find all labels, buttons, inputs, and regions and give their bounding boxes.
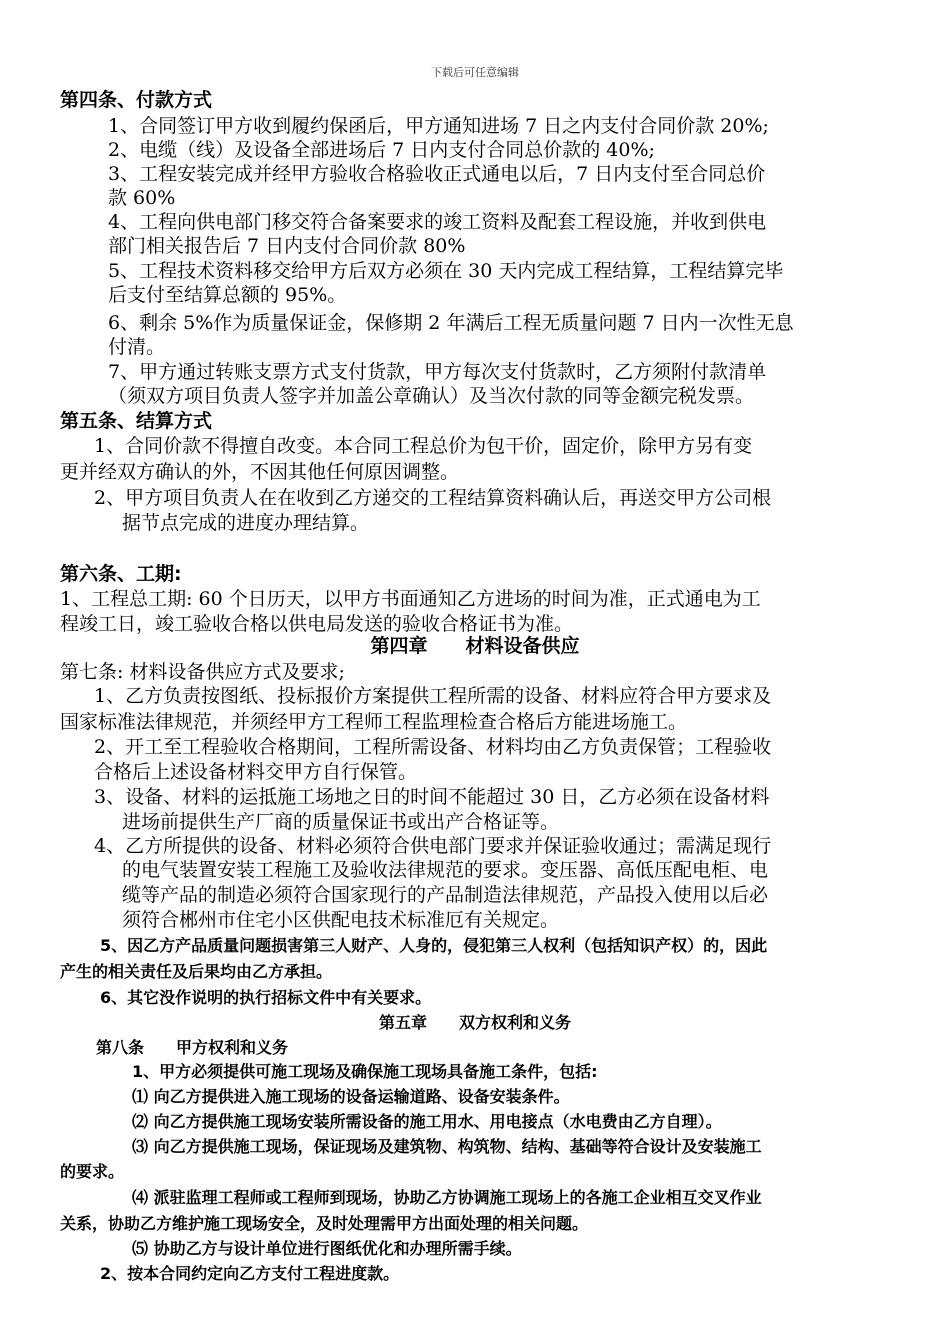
- paragraph-line: 款 60%: [108, 187, 176, 209]
- paragraph-line: 6、剩余 5%作为质量保证金，保修期 2 年满后工程无质量问题 7 日内一次性无息: [108, 312, 794, 334]
- paragraph-line: 关系，协助乙方维护施工现场安全，及时处理需甲方出面处理的相关问题。: [60, 1214, 589, 1233]
- article-5-heading: 第五条、结算方式: [60, 410, 213, 432]
- paragraph-line: ⑸ 协助乙方与设计单位进行图纸优化和办理所需手续。: [132, 1239, 522, 1258]
- paragraph-line: 3、设备、材料的运抵施工场地之日的时间不能超过 30 日，乙方必须在设备材料: [94, 786, 770, 808]
- paragraph-line: 后支付至结算总额的 95%。: [108, 284, 347, 306]
- article-4-heading: 第四条、付款方式: [60, 89, 213, 111]
- paragraph-line: 的要求。: [60, 1162, 125, 1181]
- paragraph-line: 更并经双方确认的外，不因其他任何原因调整。: [60, 461, 460, 483]
- paragraph-line: 5、工程技术资料移交给甲方后双方必须在 30 天内完成工程结算，工程结算完毕: [108, 260, 784, 282]
- paragraph-line: 2、按本合同约定向乙方支付工程进度款。: [100, 1264, 400, 1283]
- paragraph-line: 4、乙方所提供的设备、材料必须符合供电部门要求并保证验收通过；需满足现行: [94, 835, 772, 857]
- article-8-heading: 第八条 甲方权利和义务: [96, 1038, 289, 1057]
- paragraph-line: 6、其它没作说明的执行招标文件中有关要求。: [100, 988, 432, 1007]
- paragraph-line: 2、开工至工程验收合格期间，工程所需设备、材料均由乙方负责保管；工程验收: [94, 736, 772, 758]
- paragraph-line: 程竣工日，竣工验收合格以供电局发送的验收合格证书为准。: [60, 613, 574, 635]
- paragraph-line: 缆等产品的制造必须符合国家现行的产品制造法律规范，产品投入使用以后必: [122, 884, 769, 906]
- chapter-5-title: 第五章 双方权利和义务: [378, 1013, 571, 1032]
- chapter-4-title: 第四章 材料设备供应: [370, 635, 580, 657]
- paragraph-line: 5、因乙方产品质量问题损害第三人财产、人身的，侵犯第三人权利（包括知识产权）的，因此: [100, 936, 768, 955]
- paragraph-line: ⑷ 派驻监理工程师或工程师到现场，协助乙方协调施工现场上的各施工企业相互交叉作业: [132, 1188, 762, 1207]
- page-header: 下载后可任意编辑: [431, 66, 519, 79]
- paragraph-line: 须符合郴州市住宅小区供配电技术标准厄有关规定。: [122, 909, 560, 931]
- paragraph-line: 部门相关报告后 7 日内支付合同价款 80%: [108, 235, 466, 257]
- paragraph-line: 2、甲方项目负责人在在收到乙方递交的工程结算资料确认后，再送交甲方公司根: [94, 487, 772, 509]
- article-6-heading: 第六条、工期:: [60, 563, 182, 585]
- paragraph-line: （须双方项目负责人签字并加盖公章确认）及当次付款的同等金额完税发票。: [108, 385, 755, 407]
- article-7-heading: 第七条: 材料设备供应方式及要求;: [60, 661, 345, 683]
- paragraph-line: 合格后上述设备材料交甲方自行保管。: [94, 761, 418, 783]
- paragraph-line: ⑴ 向乙方提供进入施工现场的设备运输道路、设备安装条件。: [132, 1087, 570, 1106]
- paragraph-line: ⑵ 向乙方提供施工现场安装所需设备的施工用水、用电接点（水电费由乙方自理）。: [132, 1112, 722, 1131]
- paragraph-line: 1、甲方必须提供可施工现场及确保施工现场具备施工条件，包括:: [132, 1062, 598, 1081]
- paragraph-line: ⑶ 向乙方提供施工现场，保证现场及建筑物、构筑物、结构、基础等符合设计及安装施工: [132, 1137, 762, 1156]
- paragraph-line: 1、工程总工期: 60 个日历天，以甲方书面通知乙方进场的时间为准，正式通电为工: [60, 588, 761, 610]
- paragraph-line: 产生的相关责任及后果均由乙方承担。: [60, 962, 333, 981]
- paragraph-line: 3、工程安装完成并经甲方验收合格验收正式通电以后，7 日内支付至合同总价: [108, 163, 766, 185]
- paragraph-line: 1、合同签订甲方收到履约保函后，甲方通知进场 7 日之内支付合同价款 20%;: [108, 115, 769, 137]
- paragraph-line: 国家标准法律规范，并须经甲方工程师工程监理检查合格后方能进场施工。: [60, 711, 688, 733]
- paragraph-line: 1、合同价款不得擅自改变。本合同工程总价为包干价，固定价，除甲方另有变: [94, 435, 753, 457]
- paragraph-line: 2、电缆（线）及设备全部进场后 7 日内支付合同总价款的 40%;: [108, 139, 655, 161]
- paragraph-line: 的电气装置安装工程施工及验收法律规范的要求。变压器、高低压配电柜、电: [122, 859, 769, 881]
- paragraph-line: 4、工程向供电部门移交符合备案要求的竣工资料及配套工程设施，并收到供电: [108, 211, 767, 233]
- paragraph-line: 进场前提供生产厂商的质量保证书或出产合格证等。: [122, 811, 560, 833]
- paragraph-line: 付清。: [108, 336, 166, 358]
- paragraph-line: 7、甲方通过转账支票方式支付货款，甲方每次支付货款时，乙方须附付款清单: [108, 361, 767, 383]
- paragraph-line: 1、乙方负责按图纸、投标报价方案提供工程所需的设备、材料应符合甲方要求及: [94, 685, 772, 707]
- paragraph-line: 据节点完成的进度办理结算。: [122, 512, 370, 534]
